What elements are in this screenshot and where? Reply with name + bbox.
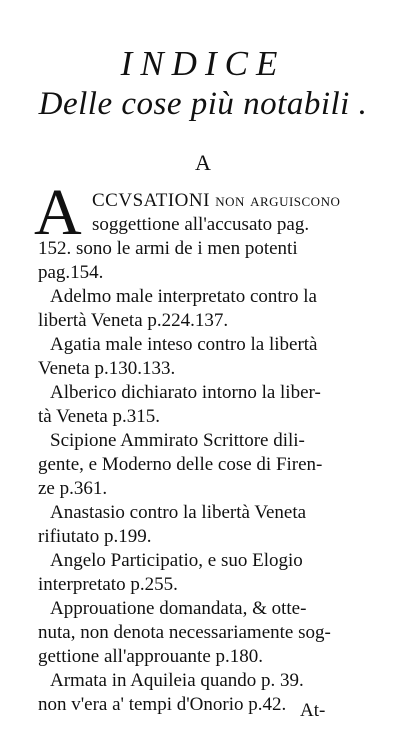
index-line: pag.154. [38, 262, 104, 283]
index-line: ze p.361. [38, 478, 108, 499]
index-line: non v'era a' tempi d'Onorio p.42. [38, 694, 287, 715]
index-line: Adelmo male interpretato contro la [50, 286, 317, 307]
index-line: Scipione Ammirato Scrittore dili- [50, 430, 305, 451]
page-subtitle: Delle cose più notabili . [38, 86, 368, 122]
catchword: At- [300, 700, 326, 721]
section-letter: A [195, 150, 211, 175]
index-line: Anastasio contro la libertà Veneta [50, 502, 307, 523]
index-line: Veneta p.130.133. [38, 358, 176, 379]
index-line: Approuatione domandata, & otte- [50, 598, 307, 619]
index-line: soggettione all'accusato pag. [92, 214, 310, 235]
index-line: libertà Veneta p.224.137. [38, 310, 229, 331]
index-line: nuta, non denota necessariamente sog- [38, 622, 331, 643]
index-line: Agatia male inteso contro la libertà [50, 334, 318, 355]
index-line: Angelo Participatio, e suo Elogio [50, 550, 303, 571]
index-line: gettione all'approuante p.180. [38, 646, 264, 667]
page-title: INDICE [120, 44, 286, 83]
index-line: interpretato p.255. [38, 574, 178, 595]
index-line: 152. sono le armi de i men potenti [38, 238, 298, 259]
index-line: Armata in Aquileia quando p. 39. [50, 670, 304, 691]
index-line: CCVSATIONI non arguiscono [92, 190, 341, 211]
index-line: Alberico dichiarato intorno la liber- [50, 382, 321, 403]
drop-cap: A [34, 176, 82, 249]
index-line: gente, e Moderno delle cose di Firen- [38, 454, 323, 475]
index-line: tà Veneta p.315. [38, 406, 161, 427]
index-line: rifiutato p.199. [38, 526, 152, 547]
